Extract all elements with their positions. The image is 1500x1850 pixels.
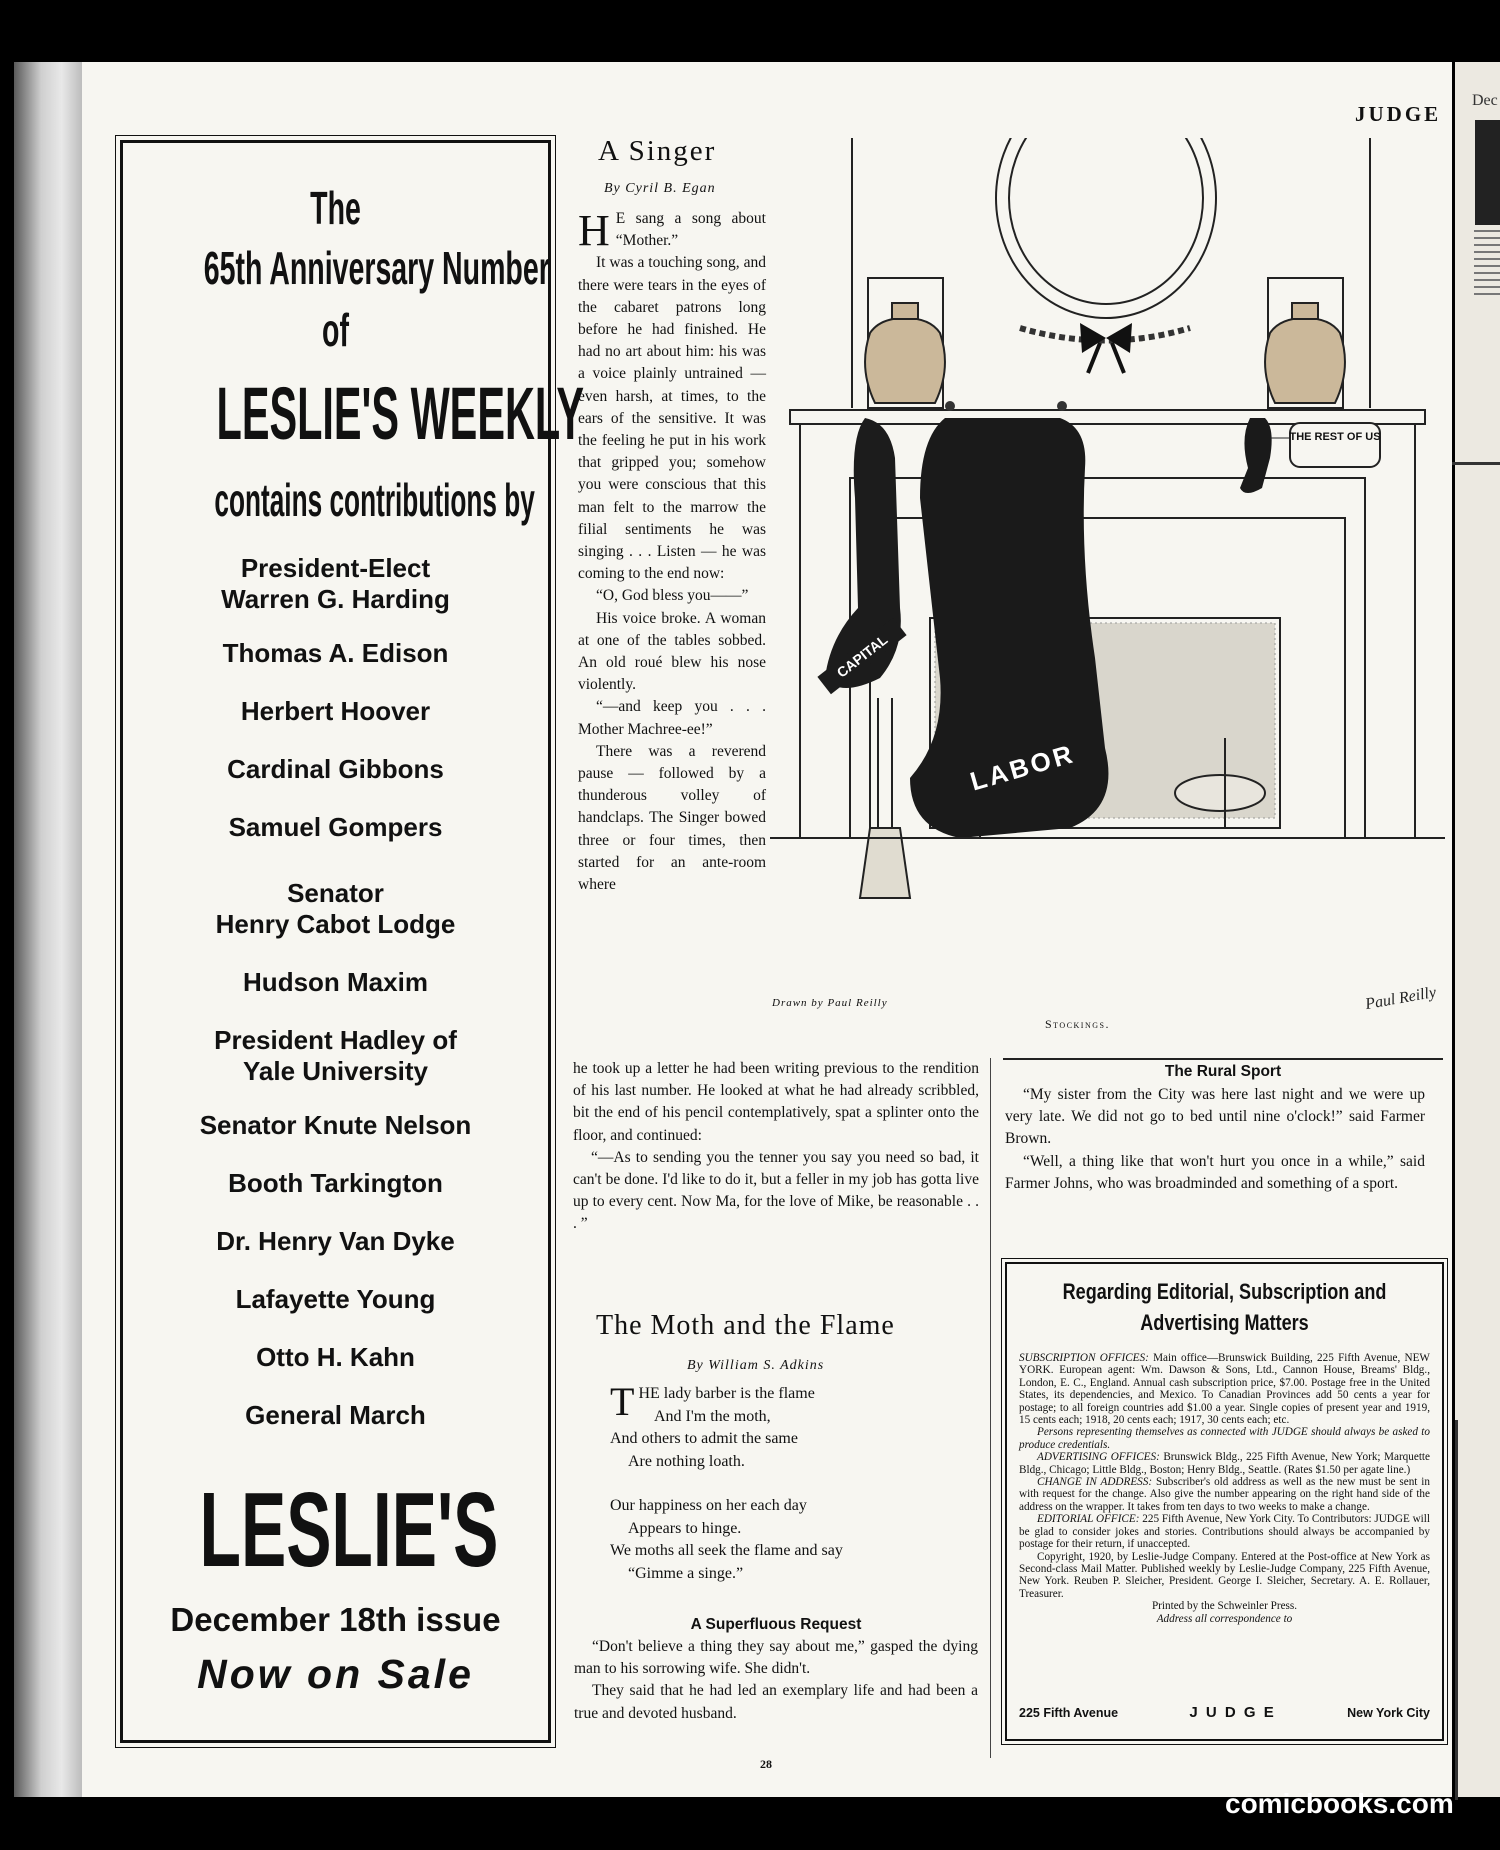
illustration-caption: Stockings. (1045, 1017, 1110, 1031)
ad-lead: The (310, 182, 361, 234)
contributor-name: Lafayette Young (235, 1284, 436, 1314)
label-labor: LABOR (966, 738, 1079, 797)
poem-line: Are nothing loath. (628, 1452, 745, 1470)
singer-p1: E sang a song about “Mother.” (615, 210, 766, 250)
watermark: comicbooks.com (1225, 1788, 1454, 1819)
ed-label: EDITORIAL OFFICE: (1037, 1513, 1140, 1526)
rural-body (1005, 1084, 1425, 1195)
adv-label: ADVERTISING OFFICES: (1037, 1451, 1160, 1464)
printed-text: Printed by the Schweinler Press. (1151, 1600, 1298, 1613)
singer-drop-cap: H (578, 206, 610, 255)
persons-text: Persons representing themselves as connected with JUDGE should always be asked to produce credentials. (1019, 1426, 1430, 1451)
illustration-credit: Drawn by Paul Reilly (772, 997, 888, 1009)
moth-title: The Moth and the Flame (596, 1310, 895, 1341)
singer-byline: By Cyril B. Egan (604, 181, 716, 196)
singer-p5: “—and keep you . . . Mother Machree-ee!” (578, 698, 766, 738)
contributor-name: Otto H. Kahn (256, 1342, 415, 1372)
address-note: Address all correspondence to (1156, 1612, 1293, 1625)
ad-brand: LESLIE'S (199, 1471, 499, 1589)
singer-p2: It was a touching song, and there were tears in the eyes of the cabaret patrons long before he had finished. He had no art about him: his was a voice plainly untrained — even harsh, at times, to the ears of the sensitive. It was the feeling he put in his work that gripped you; somehow you were conscious that this man felt to the marrow the filial sentiments he was singing . . . Listen — he was coming to the end now: (578, 254, 766, 583)
adv-text: Brunswick Bldg., 225 Fifth Avenue, New York; Marquette Bldg., Chicago; Little Bldg., Boston; Henry Bldg., Seattle. (Rates $1.50 per agate line.) (1019, 1451, 1431, 1476)
contributor-name: Booth Tarkington (228, 1168, 443, 1198)
poem-line: Our happiness on her each day (610, 1497, 807, 1514)
next-page-rule (1452, 462, 1500, 465)
superfluous-title: A Superfluous Request (690, 1616, 862, 1633)
next-page-frame (1455, 1420, 1500, 1800)
superfluous-p1: “Don't believe a thing they say about me,” gasped the dying man to his sorrowing wife. She didn't. (574, 1638, 978, 1678)
footer-city: New York City (1347, 1706, 1430, 1720)
label-capital: CAPITAL (833, 631, 891, 681)
singer-p6b: he took up a letter he had been writing previous to the rendition of his last number. He looked at what he had already scribbled, bit the end of his pencil contemplatively, spat a splinter onto the floor, and continued: (573, 1060, 979, 1144)
contributor-name: Thomas A. Edison (222, 638, 449, 668)
poem-line: Appears to hinge. (628, 1519, 742, 1537)
contributor-name: Dr. Henry Van Dyke (216, 1226, 455, 1256)
next-page-lines (1474, 230, 1500, 300)
ad-sale: Now on Sale (197, 1651, 474, 1697)
singer-p6a: There was a reverend pause — followed by a thunderous volley of handclaps. The Singer bowed three or four times, then started for an ante-room where (578, 742, 766, 894)
poem-line: And others to admit the same (610, 1430, 798, 1447)
regarding-title: Regarding Editorial, Subscription and Advertising Matters (1062, 1279, 1387, 1335)
leslies-advertisement (120, 140, 585, 1743)
ad-of: of (322, 304, 349, 356)
superfluous-body (574, 1636, 978, 1725)
singer-title: A Singer (598, 135, 717, 167)
sub-label: SUBSCRIPTION OFFICES: (1019, 1352, 1149, 1364)
contributor-name: President-Elect Warren G. Harding (221, 553, 450, 614)
singer-p4: His voice broke. A woman at one of the tables sobbed. An old roué blew his nose violently. (578, 609, 766, 694)
regarding-text (1019, 1352, 1430, 1625)
contributor-name: Herbert Hoover (240, 696, 431, 726)
chg-label: CHANGE IN ADDRESS: (1037, 1476, 1153, 1489)
footer-address: 225 Fifth Avenue (1019, 1706, 1119, 1720)
rural-p2: “Well, a thing like that won't hurt you once in a while,” said Farmer Johns, who was broadminded and something of a sport. (1005, 1152, 1425, 1192)
book-binding (14, 62, 82, 1797)
label-rest (1289, 431, 1380, 443)
sub-text: Main office—Brunswick Building, 225 Fifth Avenue, NEW YORK. European agent: Wm. Dawson & Sons, Ltd., Cannon House, Breams' Bldg., London, E. C., England. Annual cash subscription price, $7.00. Postage free in the United States, its dependencies, and Mexico. To Canadian Provinces add 50 cents a year for postage; to all foreign countries add $1.00 a year. Single copies of present year and 1919, 15 cents each; 1918, 20 cents each; 1917, 30 cents each; etc. (1019, 1352, 1430, 1427)
copyright-text: Copyright, 1920, by Leslie-Judge Company. Entered at the Post-office at New York as Second-class Mail Matter. Published weekly by Leslie-Judge Company, 225 Fifth Avenue, New York. Reuben P. Sleicher, President. George I. Sleicher, Secretary. A. E. Rollauer, Treasurer. (1019, 1550, 1430, 1600)
page-number: 28 (760, 1757, 772, 1771)
moth-poem (610, 1379, 843, 1585)
chg-text: Subscriber's old address as well as the new must be sent in with request for the change. Also give the number appearing on the right hand side of the address on the wrapper. It takes from ten days to two weeks to make a change. (1019, 1476, 1431, 1513)
poem-line: “Gimme a singe.” (628, 1564, 744, 1582)
stockings-illustration (770, 138, 1445, 988)
contributor-name: President Hadley of Yale University (214, 1025, 457, 1086)
contributor-name: Senator Knute Nelson (199, 1110, 472, 1140)
rural-divider (1003, 1058, 1443, 1060)
contributor-name: General March (245, 1400, 426, 1430)
ed-text: 225 Fifth Avenue, New York City. To Contributors: JUDGE will be glad to consider jokes and stories. Contributions should always be accompanied by postage for their return, if unaccepted. (1019, 1513, 1431, 1551)
column-rule (990, 1058, 991, 1758)
regarding-box (1005, 1262, 1444, 1741)
contributor-name: Hudson Maxim (243, 967, 428, 997)
contributor-name: Cardinal Gibbons (227, 754, 444, 784)
ad-anniversary: 65th Anniversary Number (203, 242, 550, 294)
regarding-footer (1019, 1704, 1430, 1721)
singer-p7: “—As to sending you the tenner you say you need so bad, it can't be done. I'd like to do it, but a feller in my job has gotta live up to every cent. Now Ma, for the love of Mike, be reasonable . . . ” (573, 1148, 979, 1233)
label-rest-text: THE REST OF US (1289, 431, 1381, 443)
poem-line (610, 1473, 843, 1495)
singer-body-narrow (578, 208, 766, 896)
moth-byline: By William S. Adkins (687, 1358, 825, 1373)
rural-title: The Rural Sport (1164, 1063, 1282, 1080)
contributor-name: Senator Henry Cabot Lodge (215, 878, 456, 939)
contributor-name: Samuel Gompers (228, 812, 443, 842)
poem-line: We moths all seek the flame and say (610, 1542, 843, 1559)
footer-judge: J U D G E (1189, 1704, 1276, 1721)
singer-body-wide (573, 1058, 979, 1236)
poem-line: And I'm the moth, (654, 1407, 771, 1425)
masthead: JUDGE (1355, 102, 1442, 126)
ad-magazine: LESLIE'S WEEKLY (216, 372, 585, 455)
next-page-fragment: Dec (1472, 92, 1498, 109)
moth-drop-cap: T (610, 1379, 635, 1424)
singer-p3: “O, God bless you——” (596, 587, 749, 605)
rural-p1: “My sister from the City was here last night and we were up very late. We did not go to bed until nine o'clock!” said Farmer Brown. (1005, 1086, 1425, 1148)
ad-issue: December 18th issue (170, 1601, 501, 1638)
artist-signature: Paul Reilly (1363, 983, 1438, 1014)
next-page-block (1475, 120, 1500, 225)
poem-line: HE lady barber is the flame (638, 1385, 815, 1402)
superfluous-p2: They said that he had led an exemplary life and had been a true and devoted husband. (574, 1682, 978, 1722)
ad-contains: contains contributions by (214, 474, 535, 526)
